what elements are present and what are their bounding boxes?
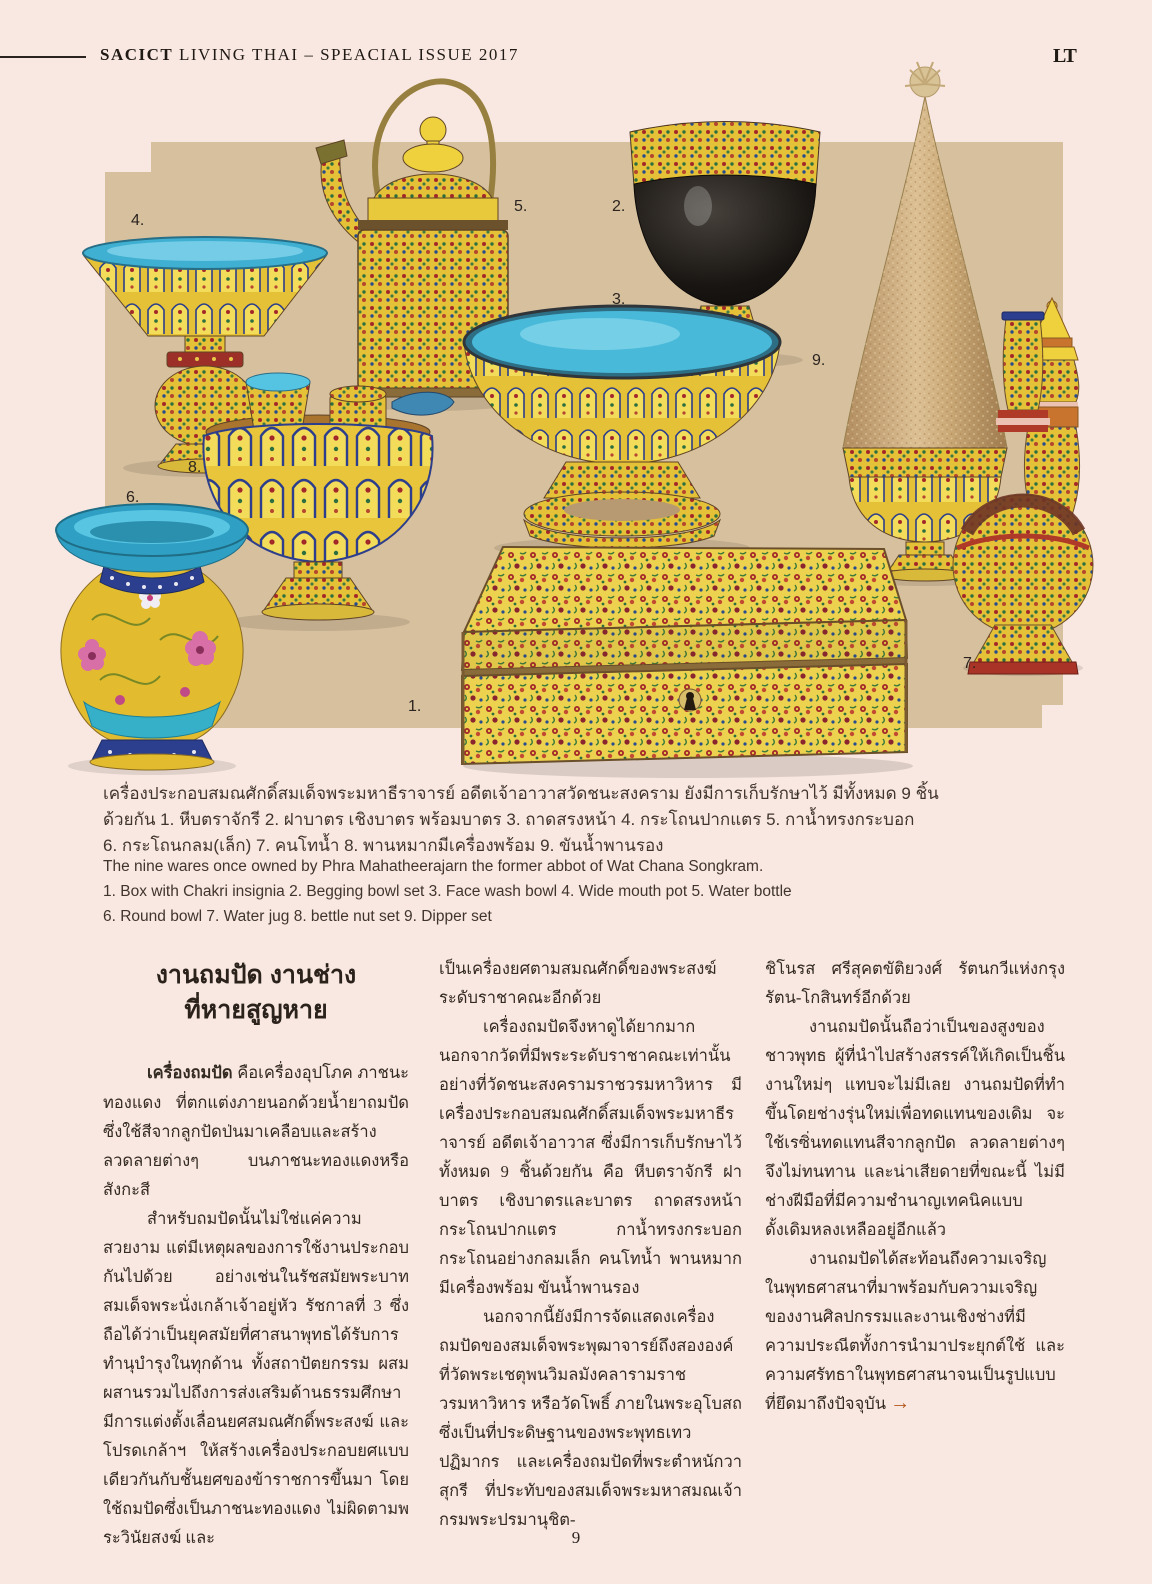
article-column-1 — [103, 954, 409, 1552]
caption-thai — [103, 781, 983, 859]
caption-english-line-1: The nine wares once owned by Phra Mahatheerajarn the former abbot of Wat Chana Songkram. — [103, 858, 764, 875]
item-face-wash-bowl-illustration — [464, 306, 780, 559]
article-column-2 — [439, 954, 742, 1534]
page-number: 9 — [571, 1528, 581, 1547]
magazine-issue: LIVING THAI – SPEACIAL ISSUE 2017 — [173, 45, 519, 64]
article-paragraph: สำหรับถมปัดนั้นไม่ใช่แค่ความสวยงาม แต่มีเหตุผลของการใช้งานประกอบกันไปด้วย อย่างเช่นในรัชสมัยพระบาทสมเด็จพระนั่งเกล้าเจ้าอยู่หัว รัชกาลที่ 3 ซึ่งถือได้ว่าเป็นยุคสมัยที่ศาสนาพุทธได้รับการทำนุบำรุงในทุกด้าน ทั้งสถาปัตยกรรม ผสมผสานรวมไปถึงการส่งเสริมด้านธรรมศึกษา มีการแต่งตั้งเลื่อนยศสมณศักดิ์พระสงฆ์ และโปรดเกล้าฯ ให้สร้างเครื่องประกอบยศแบบเดียวกันกับชั้นยศของข้าราชการขึ้นมา โดยใช้ถมปัดซึ่งเป็นภาชนะทองแดง ไม่ผิดตามพระวินัยสงฆ์ และ — [103, 1209, 409, 1547]
paragraph-text: งานถมปัดได้สะท้อนถึงความเจริญในพุทธศาสนาที่มาพร้อมกับความเจริญของงานศิลปกรรมและงานเชิงช่างที่มีความประณีตทั้งการนำมาประยุกต์ใช้ และความศรัทธาในพุทธศาสนาจนเป็นรูปแบบที่ยึดมาถึงปัจจุบัน — [765, 1249, 1065, 1413]
article-title-line-2: ที่หายสูญหาย — [184, 996, 328, 1024]
wares-photo-collage — [40, 60, 1100, 790]
lead-word: เครื่องถมปัด — [147, 1064, 233, 1082]
article — [103, 954, 1065, 1547]
caption-english-line-2: 1. Box with Chakri insignia 2. Begging bowl set 3. Face wash bowl 4. Wide mouth pot 5. Water bottle — [103, 883, 792, 900]
article-paragraph — [103, 1058, 409, 1204]
caption-thai-line-1: เครื่องประกอบสมณศักดิ์สมเด็จพระมหาธีราจารย์ อดีตเจ้าอาวาสวัดชนะสงคราม ยังมีการเก็บรักษาไว้ มีทั้งหมด 9 ชิ้น — [103, 784, 939, 803]
lt-logo: LT — [1053, 45, 1076, 67]
continue-arrow-icon: → — [890, 1392, 911, 1414]
article-column-3 — [765, 954, 1065, 1418]
caption-thai-line-3: 6. กระโถนกลม(เล็ก) 7. คนโทน้ำ 8. พานหมากมีเครื่องพร้อม 9. ขันน้ำพานรอง — [103, 836, 664, 855]
article-paragraph: ชิโนรส ศรีสุคตขัติยวงศ์ รัตนกวีแห่งกรุงรัตน-โกสินทร์อีกด้วย — [765, 959, 1065, 1007]
item-chakri-box-illustration — [462, 547, 913, 778]
article-paragraph: เครื่องถมปัดจึงหาดูได้ยากมากนอกจากวัดที่มีพระระดับราชาคณะเท่านั้น อย่างที่วัดชนะสงครามราชวรมหาวิหาร มีเครื่องประกอบสมณศักดิ์สมเด็จพระมหาธีราจารย์ อดีตเจ้าอาวาส ซึ่งมีการเก็บรักษาไว้ทั้งหมด 9 ชิ้นด้วยกัน คือ หีบตราจักรี ฝาบาตร เชิงบาตรและบาตร ถาดสรงหน้า กระโถนปากแตร กาน้ำทรงกระบอก กระโถนอย่างกลมเล็ก คนโทน้ำ พานหมากมีเครื่องพร้อม ขันน้ำพานรอง — [439, 1017, 742, 1297]
item-number-5: 5. — [514, 198, 528, 215]
article-paragraph: นอกจากนี้ยังมีการจัดแสดงเครื่องถมปัดของสมเด็จพระพุฒาจารย์ถึงสององค์ที่วัดพระเชตุพนวิมลมังคลารามราชวรมหาวิหาร หรือวัดโพธิ์ ภายในพระอุโบสถซึ่งเป็นที่ประดิษฐานของพระพุทธเทวปฏิมากร และเครื่องถมปัดที่พระตำหนักวาสุกรี ที่ประทับของสมเด็จพระมหาสมณเจ้า กรมพระปรมานุชิต- — [439, 1307, 742, 1529]
article-title — [103, 958, 409, 1028]
item-number-9: 9. — [812, 352, 826, 369]
article-paragraph: งานถมปัดนั้นถือว่าเป็นของสูงของชาวพุทธ ผู้ที่นำไปสร้างสรรค์ให้เกิดเป็นชิ้นงานใหม่ๆ แทบจะไม่มีเลย งานถมปัดที่ทำขึ้นโดยช่างรุ่นใหม่เพื่อทดแทนของเดิม จะใช้เรซิ่นทดแทนสีจากลูกปัด ลวดลายต่างๆ จึงไม่ทนทาน และน่าเสียดายที่ขณะนี้ ไม่มีช่างฝีมือที่มีความชำนาญเทคนิคแบบดั้งเดิมหลงเหลืออยู่อีกแล้ว — [765, 1017, 1065, 1239]
caption-english-line-3: 6. Round bowl 7. Water jug 8. bettle nut set 9. Dipper set — [103, 908, 492, 925]
item-round-bowl-illustration — [56, 504, 248, 775]
item-number-3: 3. — [612, 291, 626, 308]
magazine-brand: SACICT — [100, 45, 174, 64]
article-paragraph — [765, 1244, 1065, 1418]
item-number-1: 1. — [408, 698, 422, 715]
header-rule — [0, 56, 86, 58]
caption-thai-line-2: ด้วยกัน 1. หีบตราจักรี 2. ฝาบาตร เชิงบาตร พร้อมบาตร 3. ถาดสรงหน้า 4. กระโถนปากแตร 5. กาน้ำทรงกระบอก — [103, 810, 915, 829]
article-paragraph: เป็นเครื่องยศตามสมณศักดิ์ของพระสงฆ์ระดับราชาคณะอีกด้วย — [439, 959, 717, 1007]
article-title-line-1: งานถมปัด งานช่าง — [155, 961, 357, 989]
item-number-7: 7. — [963, 655, 977, 672]
caption-english — [103, 854, 983, 929]
item-number-8: 8. — [188, 459, 202, 476]
item-number-6: 6. — [126, 489, 140, 506]
paragraph-text: คือเครื่องอุปโภค ภาชนะทองแดง ที่ตกแต่งภายนอกด้วยน้ำยาถมปัด ซึ่งใช้สีจากลูกปัดป่นมาเคลือบและสร้างลวดลายต่างๆ บนภาชนะทองแดงหรือสังกะสี — [103, 1063, 409, 1199]
item-number-4: 4. — [131, 212, 145, 229]
item-number-2: 2. — [612, 198, 626, 215]
